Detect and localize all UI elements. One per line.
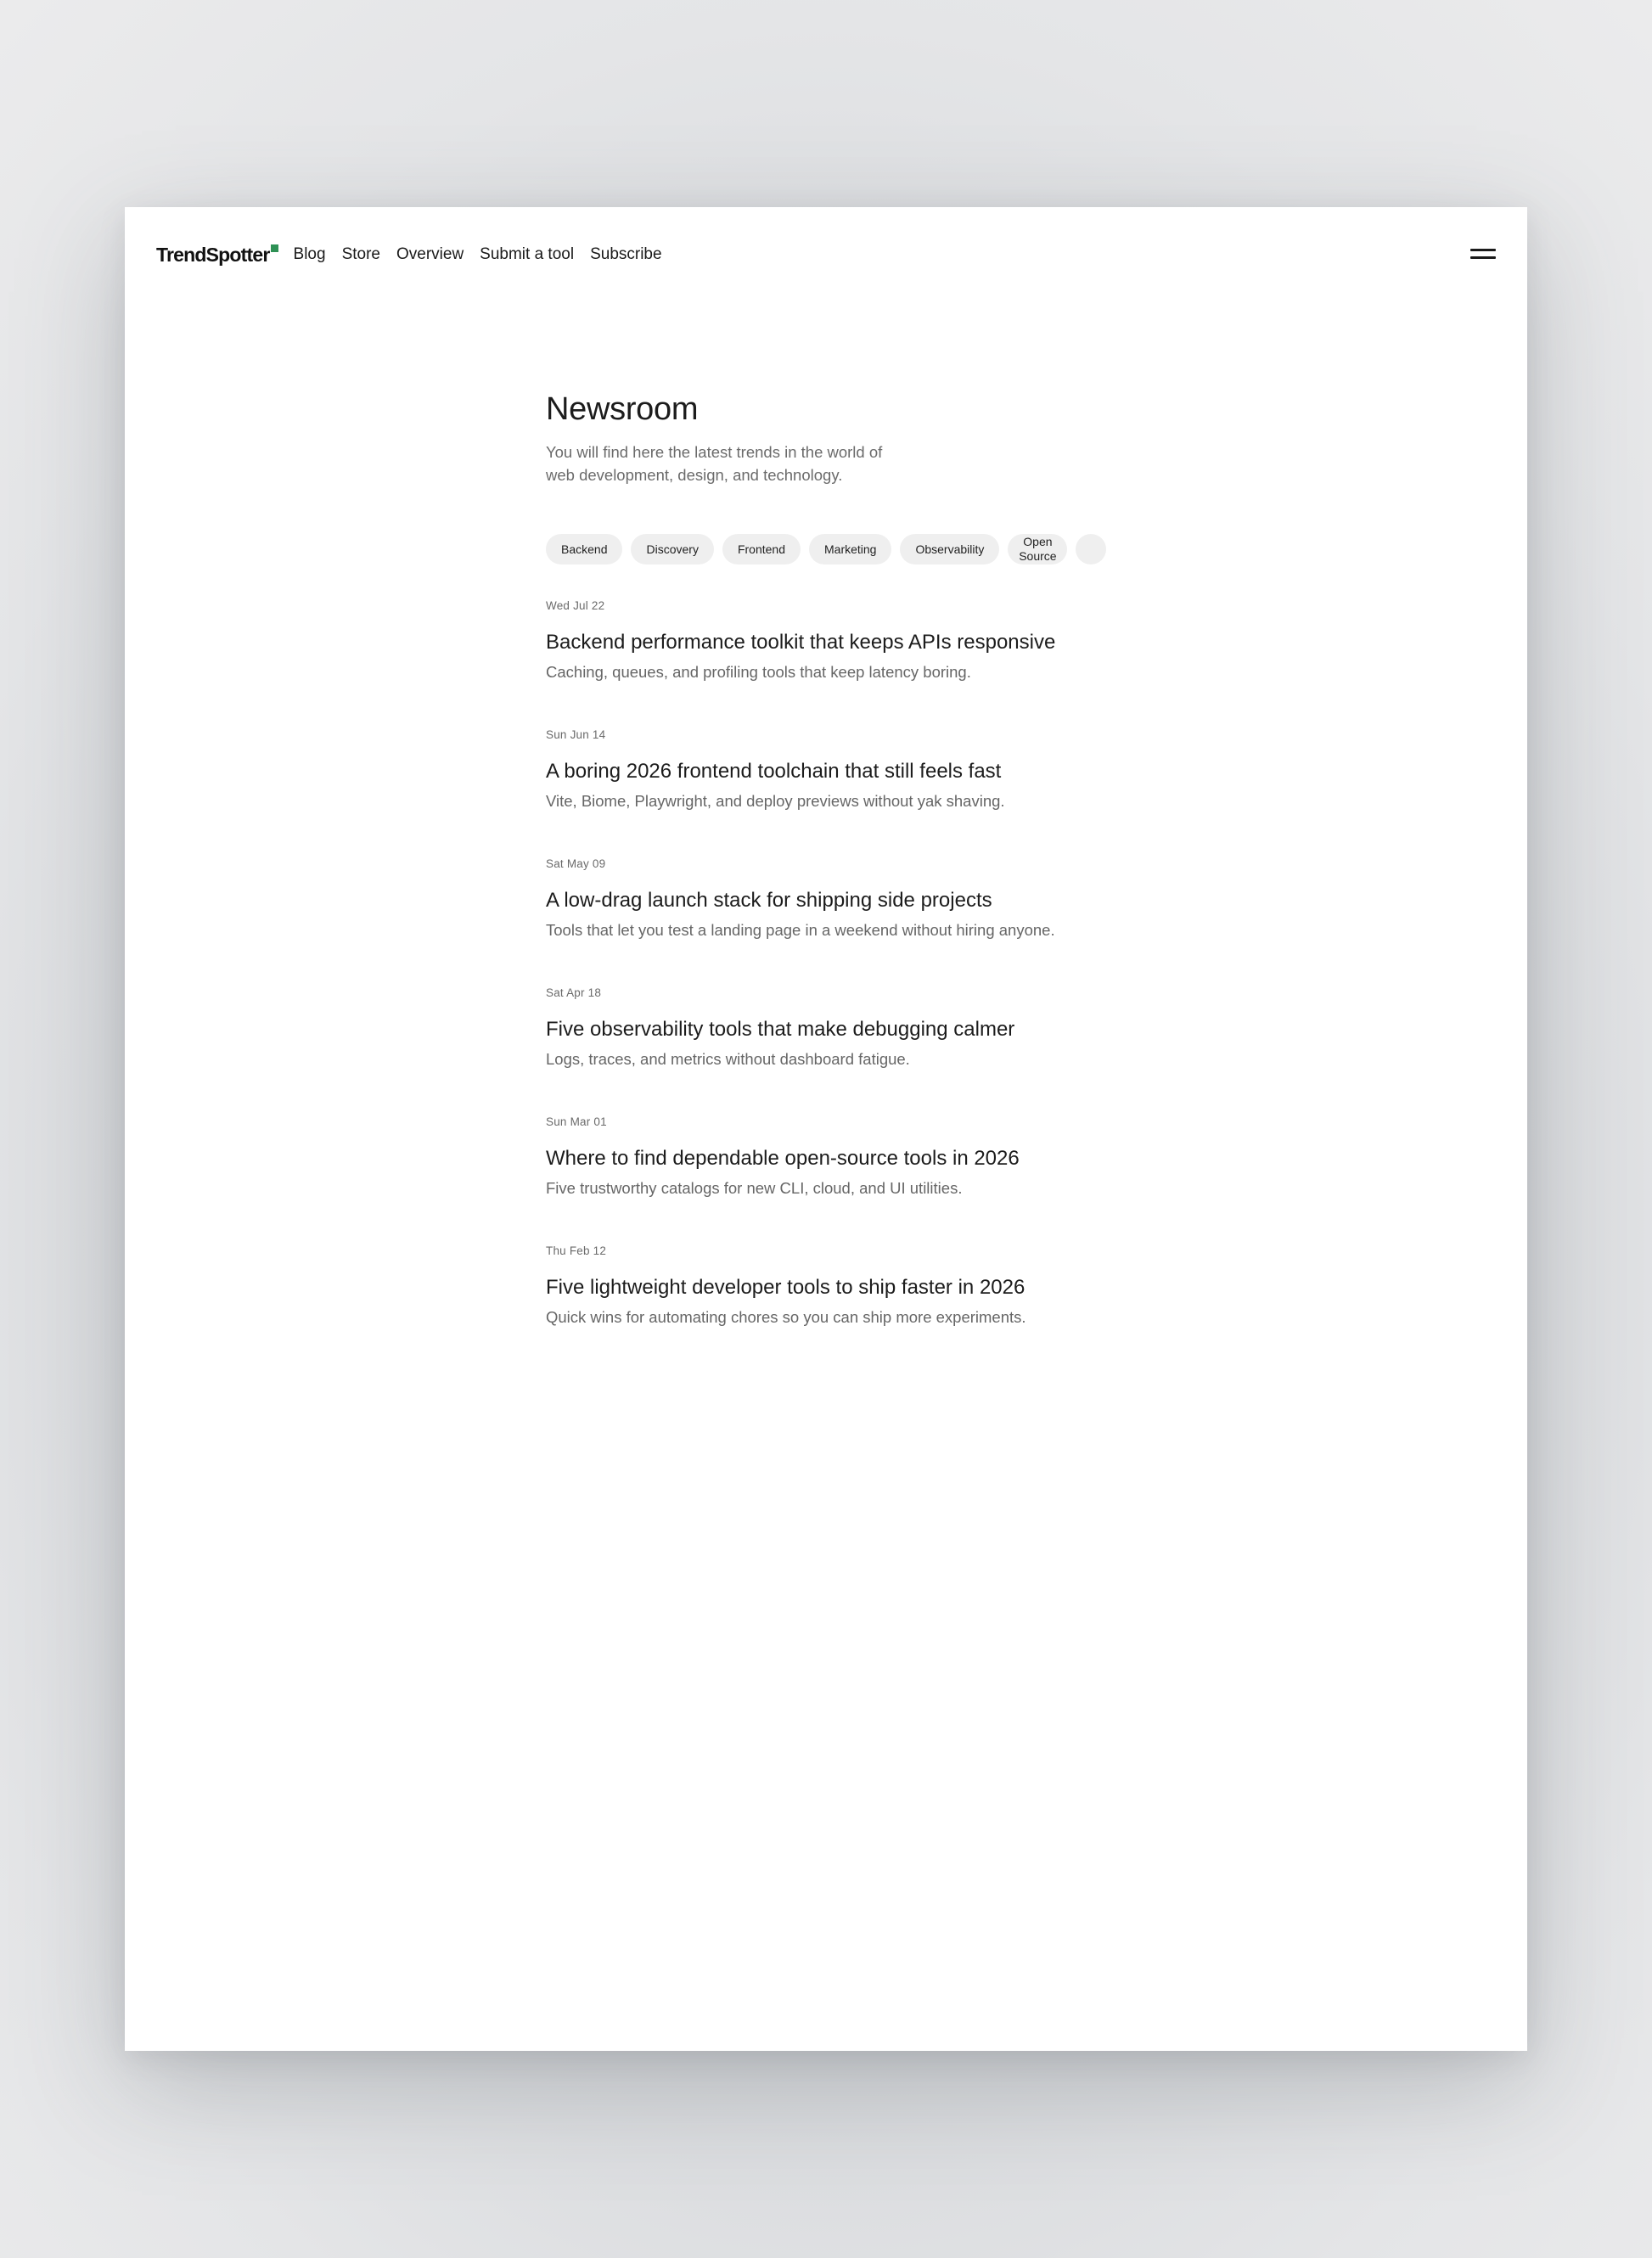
site-header [156, 241, 1496, 268]
post-item[interactable] [546, 1244, 1157, 1328]
tag-open-source[interactable]: Open Source [1008, 534, 1067, 564]
post-item[interactable] [546, 728, 1157, 812]
post-summary: Quick wins for automating chores so you can ship more experiments. [546, 1308, 1026, 1326]
post-summary: Vite, Biome, Playwright, and deploy previews without yak shaving. [546, 792, 1005, 810]
post-date: Thu Feb 12 [546, 1244, 607, 1257]
tag-clipped[interactable] [1076, 534, 1106, 564]
page-card [125, 207, 1527, 2051]
post-title[interactable]: A low-drag launch stack for shipping side projects [546, 889, 992, 912]
post-title[interactable]: Backend performance toolkit that keeps APIs responsive [546, 631, 1056, 654]
post-summary: Tools that let you test a landing page in a weekend without hiring anyone. [546, 921, 1055, 939]
post-title[interactable]: Five observability tools that make debugging calmer [546, 1018, 1015, 1041]
page-title: Newsroom [546, 391, 699, 427]
post-summary: Caching, queues, and profiling tools that keep latency boring. [546, 663, 971, 681]
post-date: Wed Jul 22 [546, 599, 605, 612]
nav-link-overview[interactable]: Overview [396, 245, 464, 263]
nav-link-blog[interactable]: Blog [293, 245, 326, 263]
logo-text: TrendSpotter [156, 243, 270, 266]
post-date: Sat May 09 [546, 857, 606, 870]
tag-frontend[interactable]: Frontend [722, 534, 801, 564]
post-title[interactable]: A boring 2026 frontend toolchain that still feels fast [546, 760, 1002, 783]
post-item[interactable] [546, 857, 1157, 941]
hamburger-menu-icon[interactable] [1470, 247, 1496, 262]
post-item[interactable] [546, 986, 1157, 1070]
post-summary: Five trustworthy catalogs for new CLI, cloud, and UI utilities. [546, 1179, 963, 1197]
logo-square-icon [271, 244, 278, 252]
main-nav [294, 245, 662, 264]
tag-filter-list [546, 531, 1111, 568]
nav-link-subscribe[interactable]: Subscribe [590, 245, 662, 263]
menu-bar-top [1470, 249, 1496, 251]
tag-backend[interactable]: Backend [546, 534, 622, 564]
menu-bar-bottom [1470, 256, 1496, 259]
post-item[interactable] [546, 1115, 1157, 1199]
newsroom-main [546, 390, 1157, 1328]
post-date: Sun Jun 14 [546, 728, 606, 741]
tag-marketing[interactable]: Marketing [809, 534, 891, 564]
logo[interactable] [156, 244, 278, 267]
post-date: Sun Mar 01 [546, 1115, 607, 1128]
post-title[interactable]: Five lightweight developer tools to ship faster in 2026 [546, 1276, 1025, 1299]
post-date: Sat Apr 18 [546, 986, 602, 999]
tag-discovery[interactable]: Discovery [631, 534, 713, 564]
post-summary: Logs, traces, and metrics without dashboard fatigue. [546, 1050, 910, 1068]
page-subtitle: You will find here the latest trends in the world of web development, design, and technology. [546, 443, 883, 484]
nav-link-store[interactable]: Store [341, 245, 380, 263]
post-item[interactable] [546, 599, 1157, 682]
nav-link-submit-a-tool[interactable]: Submit a tool [480, 245, 575, 263]
post-title[interactable]: Where to find dependable open-source tools in 2026 [546, 1147, 1020, 1170]
tag-observability[interactable]: Observability [900, 534, 999, 564]
post-list [546, 599, 1157, 1328]
tag-filter-scroller[interactable] [546, 531, 1111, 568]
